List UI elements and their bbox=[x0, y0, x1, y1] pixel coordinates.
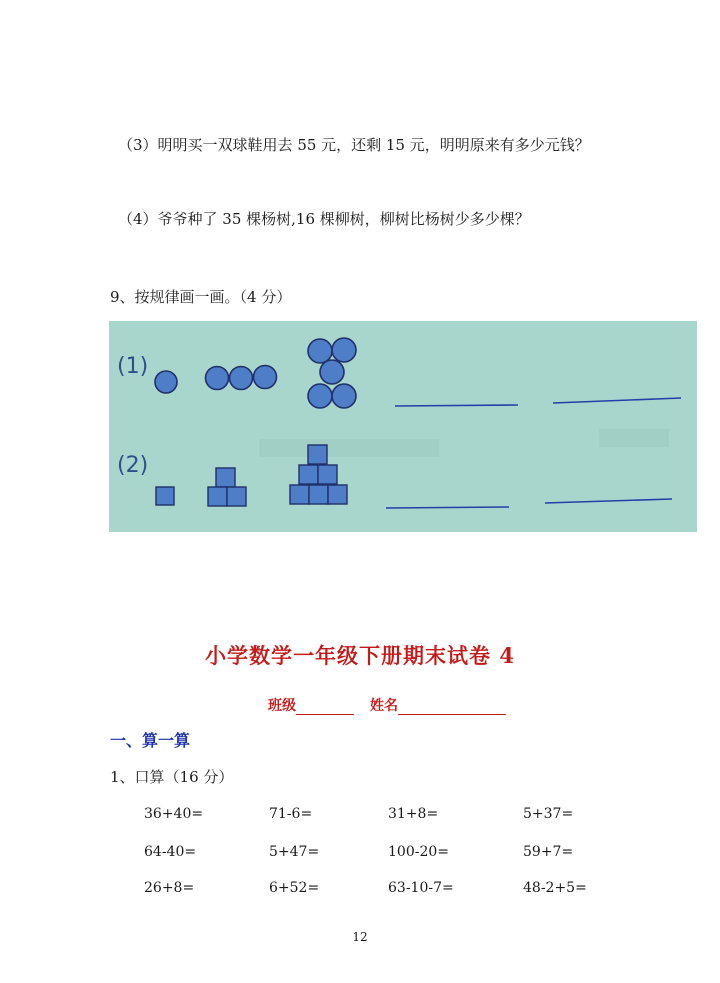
page-number: 12 bbox=[352, 930, 368, 944]
problem: 5+47= bbox=[269, 844, 320, 860]
problem: 36+40= bbox=[144, 806, 204, 822]
problem: 5+37= bbox=[523, 806, 574, 822]
oral-calc-heading: 1、口算（16 分） bbox=[110, 768, 234, 786]
circle-shape bbox=[332, 384, 356, 408]
exam-title: 小学数学一年级下册期末试卷 4 bbox=[205, 643, 515, 668]
circle-shape bbox=[254, 366, 277, 389]
square-shape bbox=[208, 487, 227, 506]
circle-shape bbox=[155, 371, 177, 393]
picture-shadow bbox=[259, 439, 439, 457]
class-field bbox=[268, 695, 354, 715]
square-shape bbox=[290, 485, 309, 504]
row2-group-1 bbox=[156, 487, 174, 505]
row1-answer-line-1 bbox=[395, 405, 518, 406]
row2-label: (2) bbox=[117, 453, 149, 478]
problem: 31+8= bbox=[388, 806, 439, 822]
picture-shadow bbox=[599, 429, 669, 447]
square-shape bbox=[328, 485, 347, 504]
class-blank bbox=[296, 700, 354, 715]
problem: 100-20= bbox=[388, 844, 449, 860]
pattern-picture bbox=[109, 321, 697, 532]
name-label: 姓名 bbox=[370, 698, 398, 714]
square-shape bbox=[216, 468, 235, 487]
problem: 6+52= bbox=[269, 880, 320, 896]
square-shape bbox=[318, 465, 337, 484]
circle-shape bbox=[320, 360, 344, 384]
square-shape bbox=[309, 485, 328, 504]
row1-group-1 bbox=[155, 371, 177, 393]
problem: 71-6= bbox=[269, 806, 313, 822]
square-shape bbox=[308, 445, 327, 464]
name-field bbox=[370, 695, 506, 715]
circle-shape bbox=[308, 384, 332, 408]
circle-shape bbox=[308, 339, 332, 363]
square-shape bbox=[299, 465, 318, 484]
circle-shape bbox=[206, 367, 229, 390]
section-heading: 一、算一算 bbox=[110, 731, 191, 750]
question-3: （3）明明买一双球鞋用去 55 元，还剩 15 元，明明原来有多少元钱？ bbox=[118, 136, 590, 154]
circle-shape bbox=[332, 338, 356, 362]
square-shape bbox=[156, 487, 174, 505]
square-shape bbox=[227, 487, 246, 506]
row1-group-2 bbox=[206, 366, 277, 390]
problem: 48-2+5= bbox=[523, 880, 587, 896]
problem: 64-40= bbox=[144, 844, 197, 860]
class-label: 班级 bbox=[268, 698, 296, 714]
problem: 59+7= bbox=[523, 844, 574, 860]
circle-shape bbox=[230, 367, 253, 390]
question-4: （4）爷爷种了 35 棵杨树,16 棵柳树，柳树比杨树少多少棵？ bbox=[118, 210, 530, 228]
row1-label: (1) bbox=[117, 354, 149, 379]
row2-answer-line-1 bbox=[386, 507, 509, 508]
question-9: 9、按规律画一画。（4 分） bbox=[110, 288, 292, 306]
problem: 26+8= bbox=[144, 880, 195, 896]
name-blank bbox=[398, 700, 506, 715]
problem: 63-10-7= bbox=[388, 880, 454, 896]
